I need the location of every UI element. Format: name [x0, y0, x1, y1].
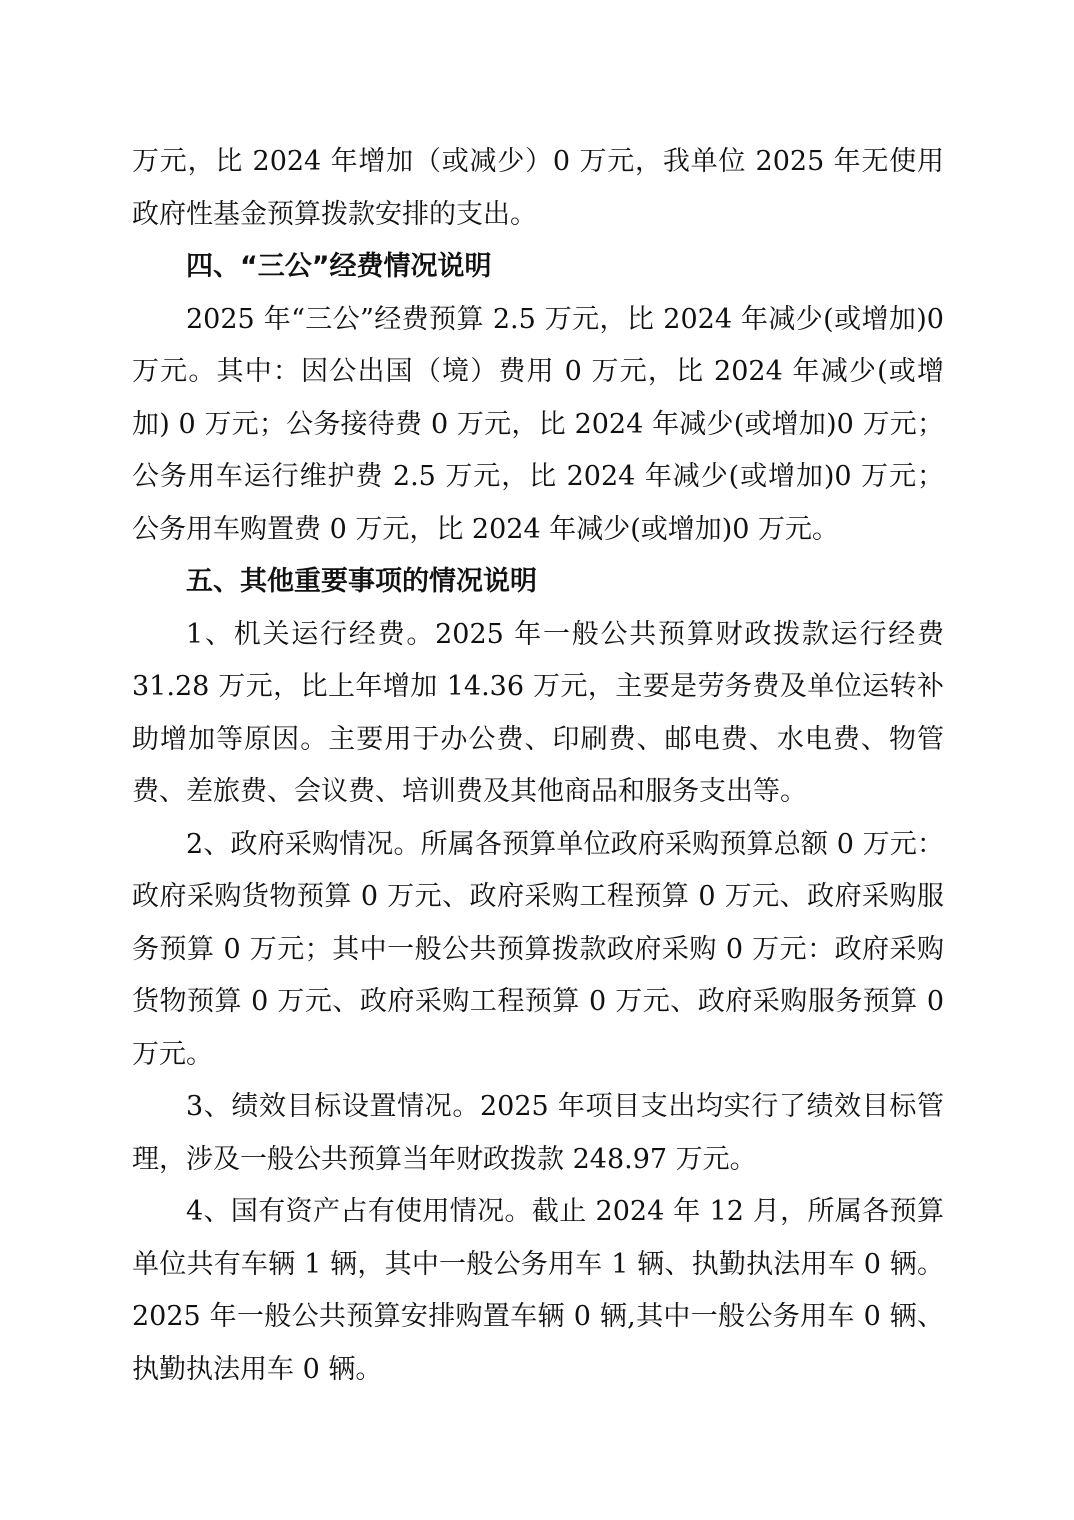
paragraph-operating-expenses: 1、机关运行经费。2025 年一般公共预算财政拨款运行经费 31.28 万元，比上年增加 14.36 万元，主要是劳务费及单位运转补助增加等原因。主要用于办公费、印刷费、邮电费、水电费、物管费、差旅费、会议费、培训费及其他商品和服务支出等。 [132, 618, 944, 807]
document-page [132, 136, 944, 1396]
paragraph-government-procurement: 2、政府采购情况。所属各预算单位政府采购预算总额 0 万元：政府采购货物预算 0 万元、政府采购工程预算 0 万元、政府采购服务预算 0 万元；其中一般公共预算拨款政府采购 0 万元：政府采购货物预算 0 万元、政府采购工程预算 0 万元、政府采购服务预算 0 万元。 [132, 828, 944, 1070]
paragraph-performance-targets: 3、绩效目标设置情况。2025 年项目支出均实行了绩效目标管理，涉及一般公共预算当年财政拨款 248.97 万元。 [132, 1091, 944, 1175]
section-heading-other-matters: 五、其他重要事项的情况说明 [186, 566, 537, 597]
section-heading-three-public: 四、“三公”经费情况说明 [186, 251, 492, 282]
paragraph-three-public-expenses: 2025 年“三公”经费预算 2.5 万元，比 2024 年减少(或增加)0 万元。其中：因公出国（境）费用 0 万元，比 2024 年减少(或增加) 0 万元；公务接待费 0 万元，比 2024 年减少(或增加)0 万元；公务用车运行维护费 2.5 万元，比 2024 年减少(或增加)0 万元；公务用车购置费 0 万元，比 2024 年减少(或增加)0 万元。 [132, 303, 944, 545]
paragraph-state-assets: 4、国有资产占有使用情况。截止 2024 年 12 月，所属各预算单位共有车辆 1 辆，其中一般公务用车 1 辆、执勤执法用车 0 辆。2025 年一般公共预算安排购置车辆 0 辆,其中一般公务用车 0 辆、执勤执法用车 0 辆。 [132, 1196, 944, 1385]
paragraph-government-fund: 万元，比 2024 年增加（或减少）0 万元，我单位 2025 年无使用政府性基金预算拨款安排的支出。 [132, 146, 944, 230]
